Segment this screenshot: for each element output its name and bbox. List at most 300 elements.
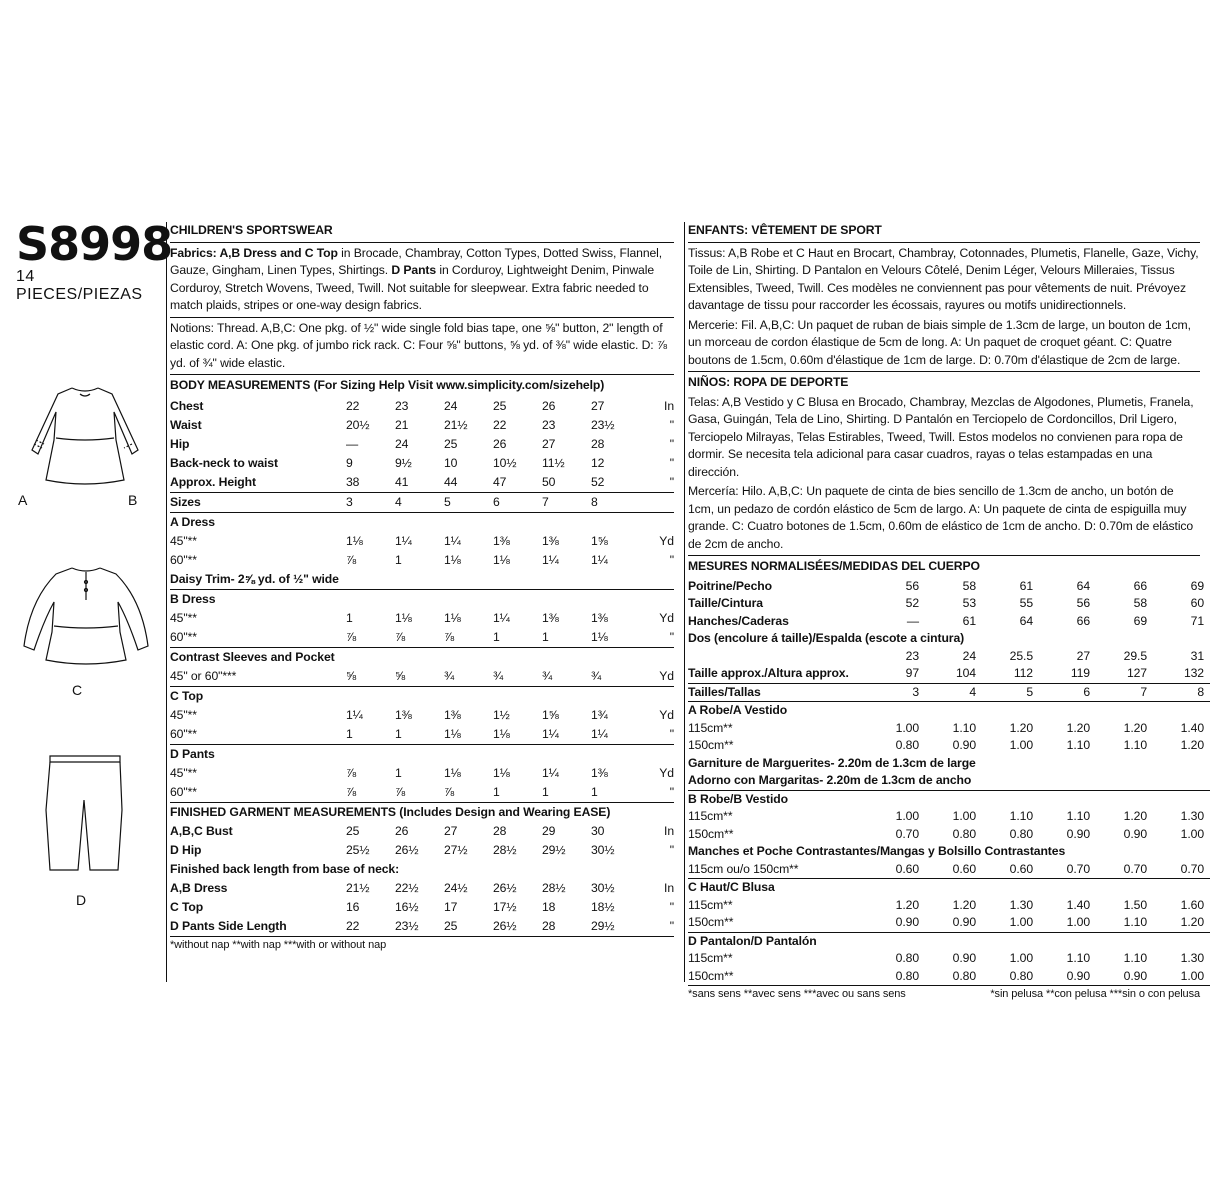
size-value: 27½ bbox=[444, 843, 468, 857]
size-value: 1⅛ bbox=[444, 611, 461, 625]
size-value: ⅞ bbox=[444, 783, 493, 803]
row-label: 45"** bbox=[170, 708, 197, 722]
row-label: 115cm** bbox=[688, 720, 733, 735]
size-value: 1.20 bbox=[895, 897, 919, 912]
size-value: 4 bbox=[925, 683, 982, 702]
size-value: 1⅛ bbox=[346, 534, 363, 548]
metric-title: MESURES NORMALISÉES/MEDIDAS DEL CUERPO bbox=[688, 559, 980, 573]
size-value: 97 bbox=[868, 665, 925, 683]
size-value: 1.10 bbox=[1123, 951, 1147, 965]
yardage-row bbox=[170, 764, 674, 783]
size-value: 1.30 bbox=[1180, 809, 1204, 823]
size-value: 18 bbox=[542, 900, 556, 914]
section-title: A Robe/A Vestido bbox=[688, 703, 788, 717]
size-value: 21½ bbox=[346, 881, 370, 895]
yardage-row bbox=[170, 628, 674, 648]
size-value: 1⅝ bbox=[542, 708, 559, 722]
size-value: 53 bbox=[962, 596, 976, 610]
size-value: 1¼ bbox=[346, 708, 363, 722]
section-title: Manches et Poche Contrastantes/Mangas y Bolsillo Contrastantes bbox=[688, 844, 1066, 858]
size-value: 0.80 bbox=[952, 826, 976, 841]
meterage-row bbox=[688, 968, 1210, 986]
row-label: 150cm** bbox=[688, 914, 868, 932]
size-value: 1.20 bbox=[1123, 720, 1147, 735]
section-title: Contrast Sleeves and Pocket bbox=[170, 650, 335, 664]
size-value: 1.10 bbox=[1066, 809, 1090, 823]
size-value: 0.80 bbox=[895, 951, 919, 965]
metric-body-row bbox=[688, 578, 1210, 596]
size-value: 60 bbox=[1190, 596, 1204, 610]
size-value: 22 bbox=[493, 418, 507, 432]
size-value: 30½ bbox=[591, 843, 615, 857]
size-value: 1.00 bbox=[1009, 951, 1033, 965]
size-value: ⅞ bbox=[395, 783, 444, 803]
size-value: 0.70 bbox=[1153, 861, 1210, 879]
size-value: 1.20 bbox=[1180, 738, 1204, 752]
unit: " bbox=[669, 437, 674, 451]
size-value: 1¼ bbox=[542, 553, 559, 567]
size-value: 1⅜ bbox=[444, 708, 461, 722]
size-value: 28 bbox=[591, 437, 605, 451]
size-value: 1⅛ bbox=[444, 553, 461, 567]
row-label: Taille/Cintura bbox=[688, 596, 763, 610]
size-value: 0.80 bbox=[1009, 826, 1033, 841]
size-value: 1.00 bbox=[895, 720, 919, 735]
body-measurement-row bbox=[170, 435, 674, 454]
size-value: 0.90 bbox=[952, 738, 976, 752]
section-title-row bbox=[170, 570, 674, 590]
size-value: 23 bbox=[395, 399, 409, 413]
section-title-row bbox=[170, 512, 674, 532]
size-value: ⅞ bbox=[346, 628, 395, 648]
unit: " bbox=[669, 843, 674, 857]
size-value: 1.00 bbox=[895, 809, 919, 823]
footnotes-fr-es bbox=[688, 986, 1200, 1004]
section-title: Garniture de Marguerites- 2.20m de 1.3cm de large bbox=[688, 755, 976, 770]
section-title: A Dress bbox=[170, 515, 215, 529]
size-value: 1.00 bbox=[1180, 826, 1204, 841]
size-value: 29½ bbox=[542, 843, 566, 857]
size-value: 1.00 bbox=[982, 914, 1039, 932]
size-value: 1 bbox=[395, 725, 444, 745]
unit: " bbox=[669, 418, 674, 432]
section-title-row bbox=[688, 702, 1210, 720]
section-title: Adorno con Margaritas- 2.20m de 1.3cm de ancho bbox=[688, 772, 1210, 790]
row-label: C Top bbox=[170, 900, 204, 914]
size-value: 71 bbox=[1190, 613, 1204, 628]
row-label: 115cm** bbox=[688, 809, 733, 823]
size-value: 27 bbox=[591, 399, 605, 413]
size-value: 28½ bbox=[493, 843, 517, 857]
section-title-row bbox=[688, 772, 1210, 790]
footnote-fr: *sans sens **avec sens ***avec ou sans sens bbox=[688, 988, 906, 1000]
section-title-row bbox=[688, 843, 1210, 861]
body-measurement-row bbox=[170, 473, 674, 493]
footnote-es: *sin pelusa **con pelusa ***sin o con pelusa bbox=[990, 988, 1200, 1000]
size-value: 64 bbox=[1076, 578, 1090, 593]
section-title-row bbox=[688, 630, 1210, 648]
size-value: 127 bbox=[1096, 665, 1153, 683]
row-label: Tailles/Tallas bbox=[688, 683, 868, 702]
size-value: 17 bbox=[444, 900, 458, 914]
size-value: 1.60 bbox=[1180, 897, 1204, 912]
size-value: 55 bbox=[1019, 596, 1033, 610]
size-value: 26 bbox=[395, 824, 409, 838]
unit: " bbox=[640, 783, 674, 803]
size-value: 11½ bbox=[542, 456, 565, 470]
size-value: 1.10 bbox=[1066, 951, 1090, 965]
row-label: 115cm ou/o 150cm** bbox=[688, 861, 868, 879]
section-title-row bbox=[170, 860, 674, 879]
unit: Yd bbox=[659, 766, 674, 780]
size-value: 1 bbox=[493, 783, 542, 803]
size-value: 24 bbox=[962, 648, 976, 663]
size-value: 1⅛ bbox=[395, 611, 412, 625]
section-title: B Robe/B Vestido bbox=[688, 791, 788, 806]
size-value: 50 bbox=[542, 473, 591, 493]
size-value: 1¼ bbox=[542, 725, 591, 745]
size-value: 30 bbox=[591, 824, 605, 838]
size-value: 56 bbox=[1076, 596, 1090, 610]
size-value: 0.90 bbox=[1039, 968, 1096, 986]
unit: In bbox=[664, 399, 674, 413]
size-value: 1¾ bbox=[591, 708, 608, 722]
unit: " bbox=[640, 473, 674, 493]
size-value: ⅝ bbox=[346, 667, 395, 687]
size-value: 16 bbox=[346, 900, 360, 914]
size-value: ⅞ bbox=[346, 766, 357, 780]
size-value: 1.00 bbox=[1039, 914, 1096, 932]
section-title-row bbox=[170, 686, 674, 706]
metric-measurement-table bbox=[688, 578, 1210, 987]
body-measurements-title: BODY MEASUREMENTS (For Sizing Help Visit www.simplicity.com/sizehelp) bbox=[170, 378, 605, 392]
section-title: D Pants bbox=[170, 747, 215, 761]
fabrics-en: Fabrics: A,B Dress and C Top in Brocade, Chambray, Cotton Types, Dotted Swiss, Flannel, Gauze, Gingham, Linen Types, Shirtings. D Pants in Corduroy, Lightweight Denim, Pinwale Corduroy, Stretch Wovens, Tweed, Twill. Not suitable for sleepwear. Extra fabric needed to match plaids, stripes or one-way design fabrics. bbox=[170, 245, 663, 312]
size-value: 4 bbox=[395, 492, 444, 512]
unit: In bbox=[664, 824, 674, 838]
size-value: 0.60 bbox=[868, 861, 925, 879]
size-value: 8 bbox=[591, 492, 640, 512]
size-value: 21 bbox=[395, 418, 409, 432]
french-spanish-column bbox=[684, 222, 1204, 1000]
size-value: 56 bbox=[905, 578, 919, 593]
size-value: 0.80 bbox=[982, 968, 1039, 986]
size-value: 1¼ bbox=[542, 766, 559, 780]
row-label: 45"** bbox=[170, 766, 197, 780]
size-value: 16½ bbox=[395, 900, 419, 914]
size-value: 0.80 bbox=[925, 968, 982, 986]
finished-row bbox=[170, 879, 674, 898]
meterage-row bbox=[688, 950, 1210, 968]
tissus-fr: Tissus: A,B Robe et C Haut en Brocart, Chambray, Cotonnades, Plumetis, Flanelle, Gaze, Vichy, Toile de Lin, Shirting. D Pantalon en Velours Côtelé, Denim Léger, Velours Milleraies, Tissus Extensibles, Tweed, Twill. Ces modèles ne conviennent pas pour vêtements de nuit. Prévoyez davantage de tissu pour raccorder les écossais, rayures ou motifs unidirectionnels. bbox=[688, 245, 1199, 312]
section-title: B Dress bbox=[170, 592, 216, 606]
size-value: 61 bbox=[1019, 578, 1033, 593]
size-value: 22 bbox=[346, 917, 395, 937]
size-value: 1⅛ bbox=[493, 766, 510, 780]
row-label: 60"** bbox=[170, 628, 346, 648]
row-label: D Hip bbox=[170, 843, 202, 857]
finished-row bbox=[170, 917, 674, 937]
size-value: 25.5 bbox=[1009, 648, 1033, 663]
size-value: ⅞ bbox=[444, 628, 493, 648]
size-value: 9 bbox=[346, 456, 353, 470]
size-value: 0.60 bbox=[925, 861, 982, 879]
size-value: 1¼ bbox=[591, 553, 608, 567]
size-value: 1.10 bbox=[952, 720, 976, 735]
size-value: ⅝ bbox=[395, 667, 444, 687]
size-value: 6 bbox=[493, 492, 542, 512]
unit: Yd bbox=[659, 534, 674, 548]
section-title-row bbox=[688, 932, 1210, 950]
row-label: D Pants Side Length bbox=[170, 917, 346, 937]
size-value: 26½ bbox=[395, 843, 419, 857]
pattern-identity bbox=[16, 217, 173, 304]
row-label: 115cm** bbox=[688, 897, 733, 912]
size-value: 1¼ bbox=[444, 534, 461, 548]
size-value: 1.00 bbox=[1009, 738, 1033, 752]
section-title-row bbox=[170, 744, 674, 764]
yardage-row bbox=[170, 725, 674, 745]
row-label: Hip bbox=[170, 437, 190, 451]
meterage-row bbox=[688, 897, 1210, 915]
size-value: 119 bbox=[1039, 665, 1096, 683]
size-value: 1⅜ bbox=[493, 534, 510, 548]
size-value: 1⅜ bbox=[591, 611, 608, 625]
yardage-row bbox=[170, 783, 674, 803]
size-value: 5 bbox=[444, 492, 493, 512]
size-value: 27 bbox=[542, 437, 556, 451]
section-title-row bbox=[688, 879, 1210, 897]
size-value: 69 bbox=[1190, 578, 1204, 593]
finished-row bbox=[170, 841, 674, 860]
yardage-row bbox=[170, 667, 674, 687]
size-value: 52 bbox=[905, 596, 919, 610]
figure-label-d: D bbox=[76, 892, 87, 908]
size-value: 1.10 bbox=[1066, 738, 1090, 752]
size-value: 38 bbox=[346, 473, 395, 493]
size-value: 12 bbox=[591, 456, 605, 470]
size-value: 1 bbox=[542, 783, 591, 803]
size-value: 1.10 bbox=[1096, 914, 1153, 932]
size-value: 1.30 bbox=[1180, 951, 1204, 965]
size-value: 1.40 bbox=[1180, 720, 1204, 735]
size-value: 0.60 bbox=[982, 861, 1039, 879]
size-value: ¾ bbox=[591, 667, 640, 687]
row-label: 150cm** bbox=[688, 738, 734, 752]
size-value: 7 bbox=[1096, 683, 1153, 702]
size-value: 23½ bbox=[395, 917, 444, 937]
meterage-row bbox=[688, 861, 1210, 879]
unit: " bbox=[669, 900, 674, 914]
row-label: 45"** bbox=[170, 611, 197, 625]
size-value: 1⅜ bbox=[542, 611, 559, 625]
size-value: 24 bbox=[444, 399, 458, 413]
footnote-en: *without nap **with nap ***with or without nap bbox=[170, 938, 387, 951]
size-value: 27 bbox=[444, 824, 458, 838]
size-value: 1⅜ bbox=[591, 766, 608, 780]
meterage-row bbox=[688, 737, 1210, 755]
row-label: Approx. Height bbox=[170, 473, 346, 493]
size-value: ¾ bbox=[444, 667, 493, 687]
size-value: 28½ bbox=[542, 881, 566, 895]
unit bbox=[640, 492, 674, 512]
size-value: 0.70 bbox=[1039, 861, 1096, 879]
row-label: A,B,C Bust bbox=[170, 824, 233, 838]
section-title: C Top bbox=[170, 689, 204, 703]
metric-body-row bbox=[688, 595, 1210, 613]
size-value: 25 bbox=[493, 399, 507, 413]
row-label: Sizes bbox=[170, 492, 346, 512]
section-title: Finished back length from base of neck: bbox=[170, 862, 400, 876]
size-value: 66 bbox=[1133, 578, 1147, 593]
sizes-row bbox=[170, 492, 674, 512]
size-value: 1⅝ bbox=[591, 534, 608, 548]
title-es: NIÑOS: ROPA DE DEPORTE bbox=[688, 375, 849, 389]
row-label: Hanches/Caderas bbox=[688, 613, 789, 628]
top-back-drawing bbox=[16, 560, 156, 670]
size-value: ⅞ bbox=[346, 553, 357, 567]
size-value: 58 bbox=[962, 578, 976, 593]
size-value: 1.30 bbox=[1009, 897, 1033, 912]
size-value: 22½ bbox=[395, 881, 419, 895]
size-value: 0.80 bbox=[868, 968, 925, 986]
size-value: 1.00 bbox=[952, 809, 976, 823]
size-value: 1.10 bbox=[1123, 738, 1147, 752]
telas-es: Telas: A,B Vestido y C Blusa en Brocado, Chambray, Mezclas de Algodones, Plumetis, Franela, Gasa, Guingán, Tela de Lino, Shirting. D Pantalón en Terciopelo de Cordoncillos, Dril Ligero, Terciopelo Milrayas, Telas Estirables, Tweed, Twill. Estos modelos no convienen para ropa de dormir. Se necesita tela adicional para casar cuadros, rayas o telas estampadas en una dirección. bbox=[688, 394, 1194, 479]
section-title: D Pantalon/D Pantalón bbox=[688, 933, 817, 948]
metric-body-row bbox=[688, 613, 1210, 631]
size-value: 18½ bbox=[591, 900, 615, 914]
figure-label-c: C bbox=[72, 682, 83, 698]
size-value: 104 bbox=[925, 665, 982, 683]
size-value: 47 bbox=[493, 473, 542, 493]
size-value: 25½ bbox=[346, 843, 370, 857]
title-en: CHILDREN'S SPORTSWEAR bbox=[170, 223, 333, 237]
size-value: 1⅛ bbox=[444, 725, 493, 745]
row-label: Waist bbox=[170, 418, 202, 432]
size-value: 28 bbox=[542, 917, 591, 937]
section-title: Dos (encolure á taille)/Espalda (escote a cintura) bbox=[688, 631, 965, 645]
size-value: 1⅛ bbox=[493, 553, 510, 567]
size-value: 29 bbox=[542, 824, 556, 838]
size-value: 1 bbox=[395, 553, 402, 567]
unit: " bbox=[669, 456, 674, 470]
unit: Yd bbox=[659, 611, 674, 625]
size-value: 3 bbox=[868, 683, 925, 702]
size-value: 1.50 bbox=[1123, 897, 1147, 912]
size-value: 23½ bbox=[591, 418, 615, 432]
size-value: 58 bbox=[1133, 596, 1147, 610]
size-value: 0.90 bbox=[1096, 968, 1153, 986]
pieces-count: 14 PIECES/PIEZAS bbox=[16, 268, 143, 303]
size-value: 1.20 bbox=[1009, 720, 1033, 735]
row-label: 60"** bbox=[170, 783, 346, 803]
section-title-row bbox=[170, 802, 674, 822]
size-value: 10 bbox=[444, 456, 458, 470]
yardage-row bbox=[170, 609, 674, 628]
size-value: 52 bbox=[591, 473, 640, 493]
row-label: Poitrine/Pecho bbox=[688, 578, 772, 593]
merceria-es: Mercería: Hilo. A,B,C: Un paquete de cinta de bies sencillo de 1.3cm de ancho, un botón de 1cm, un pedazo de cordón elástico de 5cm de largo. A: Un paquete de cinta de espiguilla muy grande. C: Cuatro botones de 1.5cm, 0.60m de elástico de 1cm de ancho. D: 0.70m de elástico de 2cm de ancho. bbox=[688, 484, 1194, 551]
size-value: — bbox=[906, 613, 919, 628]
size-value: 7 bbox=[542, 492, 591, 512]
size-value: 1.00 bbox=[1153, 968, 1210, 986]
title-fr: ENFANTS: VÊTEMENT DE SPORT bbox=[688, 223, 882, 237]
unit: Yd bbox=[659, 708, 674, 722]
row-label: 60"** bbox=[170, 725, 346, 745]
size-value: 25 bbox=[444, 917, 493, 937]
row-label: Back-neck to waist bbox=[170, 456, 278, 470]
size-value: 1⅜ bbox=[395, 708, 412, 722]
unit: Yd bbox=[640, 667, 674, 687]
row-label: 150cm** bbox=[688, 968, 868, 986]
finished-row bbox=[170, 822, 674, 841]
size-value: 1 bbox=[493, 628, 542, 648]
body-measurement-row bbox=[170, 454, 674, 473]
row-label: 45"** bbox=[170, 534, 197, 548]
size-value: ⅞ bbox=[346, 783, 395, 803]
size-value: 132 bbox=[1153, 665, 1210, 683]
figure-label-b: B bbox=[128, 492, 138, 508]
section-title: C Haut/C Blusa bbox=[688, 880, 775, 894]
size-value: 31 bbox=[1190, 648, 1204, 663]
size-value: 26½ bbox=[493, 881, 517, 895]
size-value: 26 bbox=[542, 399, 556, 413]
size-value: 8 bbox=[1153, 683, 1210, 702]
body-measurement-row bbox=[170, 397, 674, 416]
row-label: A,B Dress bbox=[170, 881, 228, 895]
unit: In bbox=[664, 881, 674, 895]
size-value: 1.20 bbox=[1123, 809, 1147, 823]
size-value: ¾ bbox=[493, 667, 542, 687]
pants-drawing bbox=[40, 750, 130, 880]
size-value: 1.20 bbox=[952, 897, 976, 912]
size-value: 1⅜ bbox=[542, 534, 559, 548]
size-value: 17½ bbox=[493, 900, 517, 914]
size-value: 25 bbox=[444, 437, 458, 451]
size-value: 0.90 bbox=[868, 914, 925, 932]
size-value: 29.5 bbox=[1123, 648, 1147, 663]
yardage-row bbox=[170, 532, 674, 551]
size-value: 1 bbox=[591, 783, 640, 803]
meterage-row bbox=[688, 808, 1210, 826]
size-value: 21½ bbox=[444, 418, 468, 432]
size-value: 1.20 bbox=[1066, 720, 1090, 735]
size-value: 1¼ bbox=[591, 725, 640, 745]
unit: " bbox=[669, 553, 674, 567]
section-title-row bbox=[688, 790, 1210, 808]
size-value: — bbox=[346, 437, 359, 451]
size-value: 3 bbox=[346, 492, 395, 512]
section-title-row bbox=[170, 589, 674, 609]
size-value: 1¼ bbox=[395, 534, 412, 548]
size-value: 20½ bbox=[346, 418, 370, 432]
unit: " bbox=[640, 628, 674, 648]
size-value: 66 bbox=[1076, 613, 1090, 628]
size-value: ⅞ bbox=[395, 628, 444, 648]
size-value: 0.80 bbox=[895, 738, 919, 752]
size-value: 0.70 bbox=[895, 826, 919, 841]
figure-label-a: A bbox=[18, 492, 28, 508]
size-value: 25 bbox=[346, 824, 360, 838]
size-value: 24 bbox=[395, 437, 409, 451]
section-title-row bbox=[170, 647, 674, 667]
en-measurement-table bbox=[170, 397, 674, 937]
size-value: 29½ bbox=[591, 917, 640, 937]
row-label: 115cm** bbox=[688, 951, 733, 965]
row-label: 150cm** bbox=[688, 826, 734, 841]
size-value: 23 bbox=[542, 418, 556, 432]
